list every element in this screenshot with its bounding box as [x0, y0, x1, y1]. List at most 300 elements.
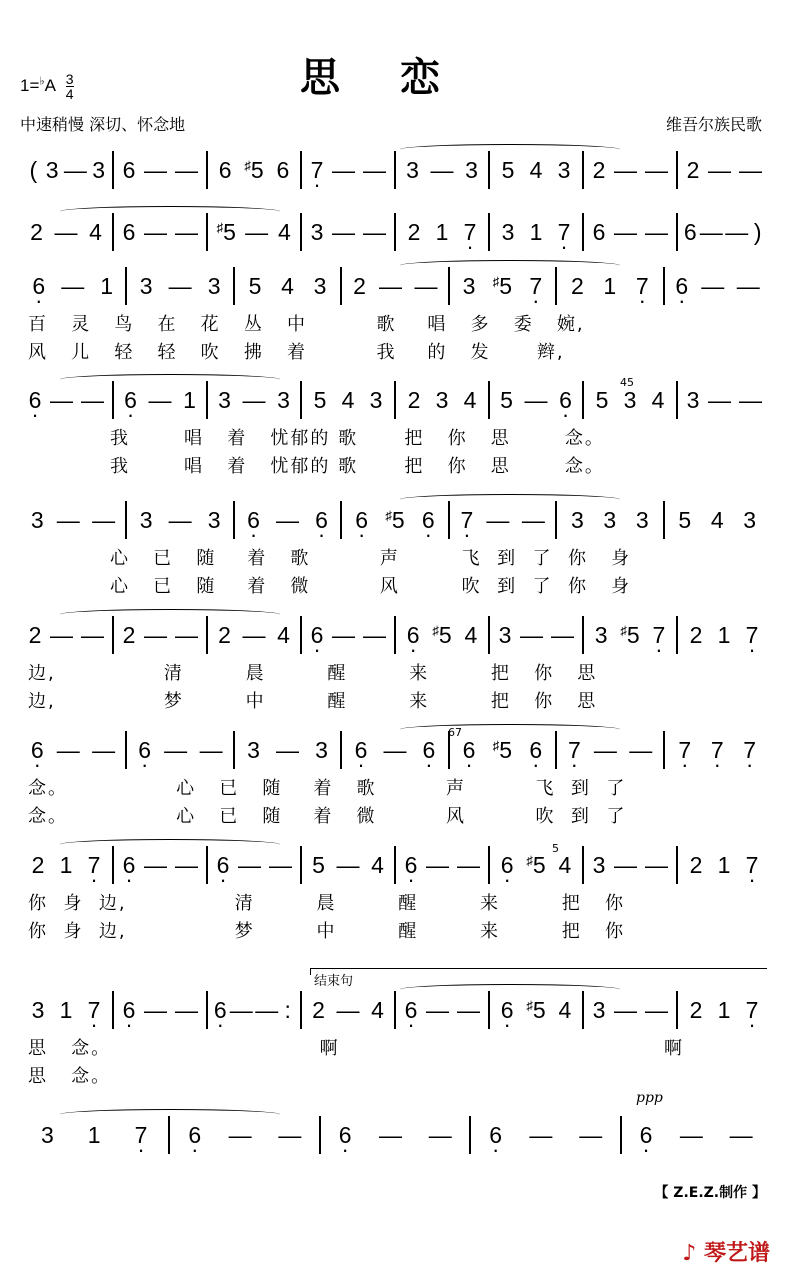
measure [127, 731, 234, 769]
lyric-line: 风 儿 轻 轻 吹 拂 着 我 的 发 辫, [28, 342, 565, 363]
note: 7 · [87, 997, 101, 1024]
note: 6 · [188, 1122, 202, 1149]
note: — [486, 506, 510, 533]
note: 6 · [216, 852, 230, 879]
note: 6 [122, 156, 136, 183]
note: 5 [248, 272, 262, 299]
measure [396, 616, 490, 654]
note: — [457, 996, 480, 1023]
note: 3 [139, 272, 153, 299]
note: 6 · [354, 737, 368, 764]
note: 6 · [500, 852, 514, 879]
note: 5 [313, 386, 327, 413]
note: — [736, 272, 760, 299]
note: 4 [341, 386, 355, 413]
measure [490, 381, 584, 419]
note: 1 [183, 386, 196, 413]
measure [114, 991, 208, 1029]
measure [235, 731, 342, 769]
note: — [708, 386, 731, 413]
staff-line [20, 380, 770, 420]
note: — [426, 996, 449, 1023]
measure [471, 1116, 621, 1154]
note: 1 [717, 851, 731, 878]
note: 6 · [421, 507, 435, 534]
staff-line [20, 845, 770, 885]
lyric-line: 百 灵 鸟 在 花 丛 中 歌 唱 多 委 婉, [28, 314, 585, 335]
note: ) [753, 218, 762, 245]
note: 1 [59, 996, 73, 1023]
ending-label: 结束句 [314, 974, 354, 989]
note: 1 [529, 218, 543, 245]
note: — [383, 736, 407, 763]
note: — [175, 996, 198, 1023]
page-title: 思恋 [300, 55, 500, 101]
logo-text: 琴艺谱 [703, 1241, 770, 1266]
sharp-sign: ♯ [492, 273, 500, 289]
note: — [50, 621, 73, 648]
note: — [430, 156, 454, 183]
note: 3 [501, 218, 515, 245]
note: 2 [31, 851, 45, 878]
staff-line [20, 266, 770, 306]
note: 1 [435, 218, 449, 245]
time-bottom: 4 [65, 86, 74, 102]
note: — [593, 736, 617, 763]
note: 6 [218, 156, 232, 183]
measure [584, 846, 678, 884]
grace-note: 45 [620, 376, 634, 389]
note: 2 [122, 621, 136, 648]
measure [490, 846, 584, 884]
measure [396, 151, 490, 189]
note: 4 [281, 272, 294, 299]
measure [678, 151, 770, 189]
note: 4 [89, 218, 102, 245]
note: 2 [353, 272, 366, 299]
note: — [245, 218, 269, 245]
note: — [379, 1121, 402, 1148]
note: 3 [406, 156, 419, 183]
note: — [269, 851, 292, 878]
ending-bracket [310, 968, 767, 975]
note: — [238, 851, 261, 878]
note: 7 · [635, 273, 649, 300]
note: — [701, 272, 725, 299]
staff-line [20, 1115, 770, 1155]
note: 6 · [138, 737, 152, 764]
note: 2 [689, 621, 703, 648]
note: — [175, 156, 198, 183]
measure [302, 846, 396, 884]
note: — [242, 621, 266, 648]
measure [584, 213, 678, 251]
note: 2 [407, 218, 421, 245]
note: 6 · [489, 1122, 503, 1149]
note: — [168, 272, 192, 299]
note: 3 [369, 386, 383, 413]
measure [450, 731, 557, 769]
note: — [426, 851, 449, 878]
note: 4 [529, 156, 543, 183]
note: 3 [315, 736, 328, 763]
measure [302, 381, 396, 419]
measure [342, 731, 449, 769]
note: 2 [30, 218, 43, 245]
note: 3 [207, 272, 221, 299]
note: 6 · [404, 997, 418, 1024]
note: 2 [570, 272, 584, 299]
dynamic-marking: ppp [636, 1090, 663, 1106]
note: 5 [501, 156, 515, 183]
note: — [56, 736, 80, 763]
note: 7 · [678, 737, 692, 764]
sharp-sign: ♯ [620, 622, 627, 638]
measure [208, 381, 302, 419]
note: — [81, 621, 104, 648]
note: 6 · [124, 387, 138, 414]
measure [622, 1116, 770, 1154]
grace-note: 5 [552, 842, 559, 855]
measure [302, 151, 396, 189]
measure [114, 616, 208, 654]
note: — [332, 621, 355, 648]
note: — [645, 851, 668, 878]
note: — [363, 218, 386, 245]
note: 1 [717, 621, 731, 648]
note: — [144, 996, 167, 1023]
note: 4 [558, 851, 572, 878]
site-logo[interactable] [682, 1236, 770, 1267]
note: 3 [218, 386, 231, 413]
note: — [725, 218, 749, 245]
measure [114, 213, 208, 251]
note: 6 · [338, 1122, 352, 1149]
note: — [551, 621, 574, 648]
note: — [144, 621, 167, 648]
slur [60, 609, 280, 620]
note: 2 [218, 621, 231, 648]
note: — [457, 851, 480, 878]
note: — [81, 386, 104, 413]
note: — [414, 272, 438, 299]
measure [235, 267, 342, 305]
note: 6 · [406, 622, 420, 649]
slur [400, 724, 620, 735]
note: — [336, 996, 360, 1023]
note: — [228, 1121, 252, 1148]
lyric-line: 心 已 随 着 微 风 吹 到 了 你 身 [110, 576, 632, 597]
measure [490, 213, 584, 251]
slur [400, 144, 620, 155]
note: — [175, 621, 198, 648]
measure [678, 213, 770, 251]
measure [20, 616, 114, 654]
note: — [629, 736, 653, 763]
sharp-sign: ♯ [244, 157, 251, 173]
note: — [276, 506, 300, 533]
sharp-sign: ♯ [526, 852, 533, 868]
note: 6 · [30, 737, 44, 764]
measure [584, 616, 678, 654]
note: — [614, 218, 637, 245]
note: — [54, 218, 78, 245]
note: 6 · [213, 997, 227, 1024]
measure [114, 846, 208, 884]
slur [60, 1109, 280, 1120]
note: 3 [594, 621, 608, 648]
measure [678, 991, 770, 1029]
sharp-sign: ♯ [526, 997, 533, 1013]
sharp-sign: ♯ [492, 737, 500, 753]
measure [208, 616, 302, 654]
sharp-sign: ♯ [216, 219, 224, 235]
note: 6 · [422, 737, 436, 764]
note: — [529, 1121, 553, 1148]
note: — [50, 386, 73, 413]
note: 1 [100, 272, 114, 299]
note: — [428, 1121, 452, 1148]
note: — [614, 851, 637, 878]
note: 3 [247, 736, 260, 763]
note: 3 [462, 272, 476, 299]
note: — [336, 851, 360, 878]
note: 3 [570, 506, 584, 533]
lyric-line: 思 念。 啊 啊 [28, 1038, 684, 1059]
measure [20, 1116, 170, 1154]
lyric-line: 心 已 随 着 歌 声 飞 到 了 你 身 [110, 548, 632, 569]
note: 3 [623, 386, 637, 413]
note: 7 · [529, 273, 543, 300]
note: 7 · [460, 507, 474, 534]
staff-line [20, 212, 770, 252]
note: 4 [558, 996, 572, 1023]
note: — [61, 272, 85, 299]
note: — [332, 218, 355, 245]
note: 3 [139, 506, 153, 533]
note: 7 · [745, 622, 759, 649]
note: ♯5 [385, 506, 405, 533]
measure [342, 501, 449, 539]
measure [584, 151, 678, 189]
note: — [255, 996, 279, 1023]
note: 2 [312, 996, 325, 1023]
measure [114, 381, 208, 419]
note: 7 · [567, 737, 581, 764]
measure [114, 151, 208, 189]
measure [490, 151, 584, 189]
measure [450, 267, 557, 305]
note: — [739, 156, 762, 183]
note: 3 [313, 272, 327, 299]
note: 3 [603, 506, 617, 533]
note: 7 · [463, 219, 477, 246]
measure [208, 991, 302, 1029]
measure [396, 846, 490, 884]
note: 4 [464, 621, 478, 648]
note: 7 · [743, 737, 757, 764]
note: — [164, 736, 188, 763]
note: 3 [310, 218, 324, 245]
note: 7 · [710, 737, 724, 764]
measure [127, 501, 234, 539]
lyric-line: 念。 心 已 随 着 微 风 吹 到 了 [28, 806, 627, 827]
note: 1 [717, 996, 731, 1023]
measure [678, 381, 770, 419]
measure [20, 846, 114, 884]
measure [302, 991, 396, 1029]
note: ♯5 [432, 621, 452, 648]
note: — [378, 272, 402, 299]
note: 6 · [122, 852, 136, 879]
note: 6 [683, 218, 697, 245]
note: — [679, 1121, 703, 1148]
note: — [144, 218, 167, 245]
credit-label: 【 Z.E.Z.制作 】 [654, 1185, 766, 1201]
note: 2 [689, 996, 703, 1023]
note: 7 · [745, 997, 759, 1024]
note: — [276, 736, 300, 763]
note: 4 [371, 996, 384, 1023]
note: 1 [603, 272, 617, 299]
note: — [332, 156, 355, 183]
note: 6 · [639, 1122, 653, 1149]
note: 3 [31, 996, 45, 1023]
note: 3 [207, 506, 221, 533]
lyric-line: 你 身 边, 清 晨 醒 来 把 你 [28, 893, 625, 914]
note: 6 · [404, 852, 418, 879]
note: 3 [45, 156, 59, 183]
note: ♯5 [216, 218, 236, 245]
note: ♯5 [526, 851, 546, 878]
note: — [614, 996, 637, 1023]
note: 6 · [500, 997, 514, 1024]
note: 3 [465, 156, 478, 183]
note: ♯5 [492, 272, 513, 299]
note: — [144, 851, 167, 878]
note: — [579, 1121, 603, 1148]
note: — [520, 621, 543, 648]
key-prefix: 1= [20, 75, 40, 95]
note: 2 [689, 851, 703, 878]
measure [665, 501, 770, 539]
staff-line [20, 150, 770, 190]
measure [450, 501, 557, 539]
key-note: A [44, 75, 55, 95]
measure [557, 731, 664, 769]
note: 6 · [32, 273, 46, 300]
note: — [645, 218, 668, 245]
note: 3 [40, 1121, 54, 1148]
measure [490, 991, 584, 1029]
note: 3 [592, 851, 606, 878]
measure [321, 1116, 471, 1154]
note: 7 · [134, 1122, 148, 1149]
note: 3 [435, 386, 449, 413]
note: : [284, 996, 291, 1023]
flat-sign: ♭ [39, 75, 45, 88]
note: 4 [463, 386, 477, 413]
note: 5 [678, 506, 692, 533]
measure [678, 616, 770, 654]
logo-icon: ♪ [682, 1241, 704, 1266]
note: 3 [592, 996, 606, 1023]
note: — [56, 506, 80, 533]
time-top: 3 [65, 71, 74, 87]
lyric-line: 我 唱 着 忧郁的 歌 把 你 思 念。 [110, 456, 605, 477]
measure [665, 267, 770, 305]
note: 4 [651, 386, 665, 413]
sharp-sign: ♯ [385, 507, 392, 523]
measure [127, 267, 234, 305]
song-source: 维吾尔族民歌 [665, 115, 762, 134]
note: ♯5 [244, 156, 264, 183]
note: 2 [28, 621, 42, 648]
note: 7 · [557, 219, 571, 246]
note: 2 [407, 386, 421, 413]
note: 3 [686, 386, 700, 413]
lyric-line: 我 唱 着 忧郁的 歌 把 你 思 念。 [110, 428, 605, 449]
lyric-line: 你 身 边, 梦 中 醒 来 把 你 [28, 921, 625, 942]
note: 7 · [87, 852, 101, 879]
note: 3 [557, 156, 571, 183]
slur [400, 984, 620, 995]
note: 1 [87, 1121, 101, 1148]
note: — [524, 386, 548, 413]
measure [678, 846, 770, 884]
measure [20, 151, 114, 189]
slur [60, 374, 280, 385]
note: 7 · [310, 157, 324, 184]
note: — [614, 156, 637, 183]
note: 6 [122, 218, 136, 245]
note: — [645, 996, 668, 1023]
slur [60, 206, 280, 217]
note: 6 · [28, 387, 42, 414]
note: — [645, 156, 668, 183]
note: — [148, 386, 172, 413]
key-signature [20, 72, 74, 101]
slur [400, 494, 620, 505]
note: ♯5 [620, 621, 640, 648]
slur [60, 839, 280, 850]
measure [396, 991, 490, 1029]
note: 2 [686, 156, 700, 183]
grace-note: 67 [448, 726, 462, 739]
note: — [144, 156, 167, 183]
note: 5 [500, 386, 513, 413]
note: — [175, 851, 198, 878]
note: 6 · [315, 507, 329, 534]
measure [20, 991, 114, 1029]
note: 6 · [247, 507, 261, 534]
note: 6 · [355, 507, 369, 534]
measure [20, 213, 114, 251]
note: ( [29, 156, 38, 183]
note: 4 [710, 506, 724, 533]
note: — [199, 736, 223, 763]
note: — [278, 1121, 302, 1148]
note: ♯5 [492, 736, 513, 763]
measure [557, 501, 664, 539]
measure [20, 381, 114, 419]
measure [396, 213, 490, 251]
note: 4 [371, 851, 384, 878]
measure [20, 267, 127, 305]
note: — [729, 1121, 753, 1148]
note: — [521, 506, 545, 533]
slur [400, 260, 620, 271]
